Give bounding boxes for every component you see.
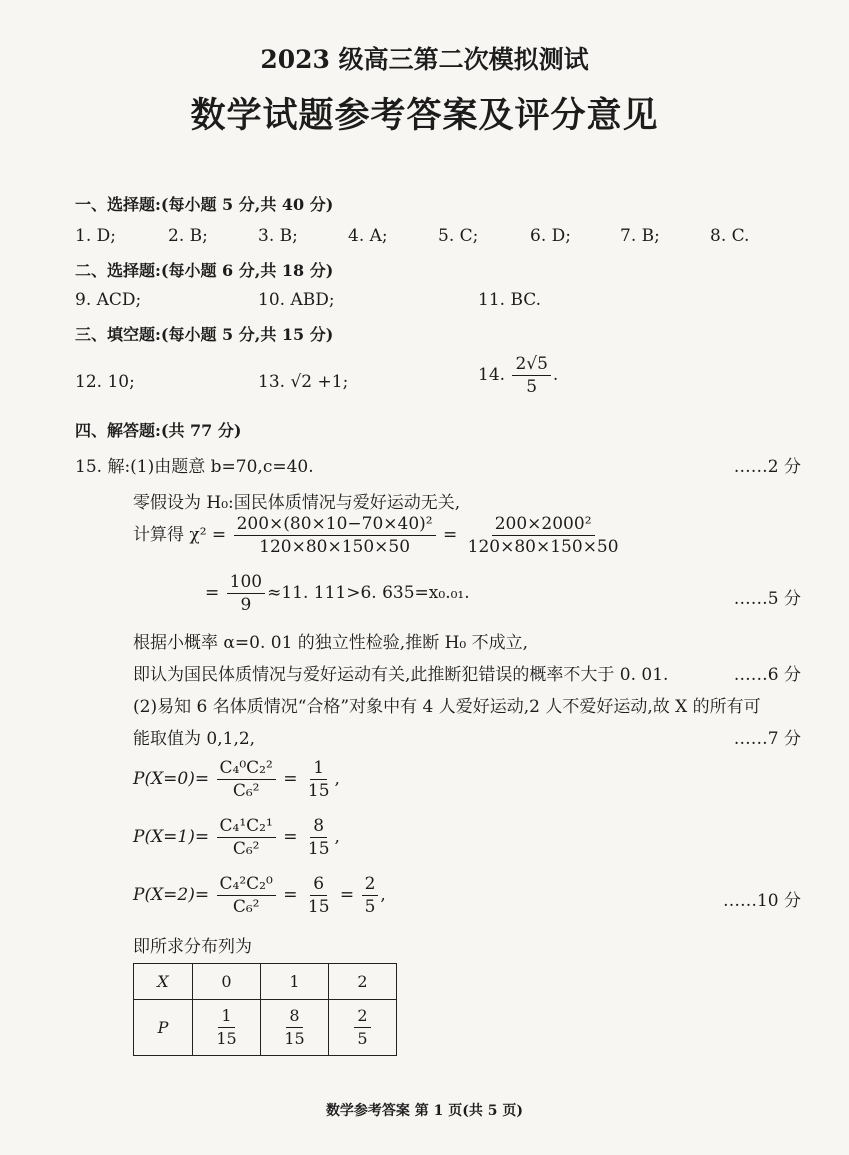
- table-row-p: [134, 1000, 397, 1056]
- fraction-denominator: 15: [307, 781, 330, 801]
- probability-x1: [133, 816, 340, 859]
- fraction-denominator: 5: [364, 897, 376, 917]
- fraction-numerator: 1: [310, 758, 327, 780]
- fraction-numerator: 8: [310, 816, 327, 838]
- answer-5: 5. C;: [438, 226, 479, 246]
- answer-13-value: √2 +1;: [290, 372, 349, 392]
- equals-sign: =: [205, 583, 220, 603]
- p0-combination-fraction: [217, 758, 276, 801]
- exam-title: 2023 级高三第二次模拟测试: [260, 45, 589, 74]
- section1-heading: 一、选择题:(每小题 5 分,共 40 分): [75, 195, 334, 214]
- answer-4: 4. A;: [348, 226, 388, 246]
- q15-conclusion-1: 根据小概率 α=0. 01 的独立性检验,推断 H₀ 不成立,: [133, 633, 529, 653]
- section3-heading: 三、填空题:(每小题 5 分,共 15 分): [75, 325, 334, 344]
- p-fraction: [213, 1006, 239, 1049]
- score-6: ……6 分: [733, 665, 801, 685]
- fraction-denominator: 15: [307, 839, 330, 859]
- fraction-numerator: 200×2000²: [492, 514, 595, 536]
- p1-label: P(X=1)=: [133, 827, 210, 847]
- answer-3: 3. B;: [258, 226, 298, 246]
- chi-square-fraction-1: [234, 514, 436, 557]
- answer-14-tail: .: [552, 365, 559, 385]
- answer-14-denominator: 5: [526, 377, 538, 397]
- fraction-denominator: 15: [216, 1029, 237, 1048]
- p2-tail: ,: [380, 885, 386, 905]
- distribution-table: [133, 963, 397, 1056]
- p-fraction: [354, 1006, 370, 1049]
- chi-square-result-fraction: [227, 572, 265, 615]
- p2-combination-fraction: [217, 874, 276, 917]
- table-cell: 1: [261, 964, 329, 1000]
- fraction-numerator: 8: [286, 1006, 302, 1028]
- fraction-numerator: C₄²C₂⁰: [217, 874, 276, 896]
- fraction-numerator: 6: [310, 874, 327, 896]
- score-2: ……2 分: [733, 457, 801, 477]
- fraction-denominator: C₆²: [232, 897, 260, 917]
- section2-heading: 二、选择题:(每小题 6 分,共 18 分): [75, 261, 334, 280]
- score-7: ……7 分: [733, 729, 801, 749]
- fraction-denominator: 120×80×150×50: [259, 537, 411, 557]
- fraction-numerator: C₄⁰C₂²: [217, 758, 276, 780]
- page-footer: 数学参考答案 第 1 页(共 5 页): [325, 1103, 524, 1119]
- answer-14-fraction: [512, 354, 550, 397]
- fraction-denominator: 15: [284, 1029, 305, 1048]
- p2-result-fraction-2: [362, 874, 379, 917]
- p0-tail: ,: [334, 769, 340, 789]
- distribution-intro: 即所求分布列为: [133, 937, 252, 957]
- equals-sign: =: [339, 885, 355, 905]
- answer-11: 11. BC.: [478, 290, 542, 310]
- p0-result-fraction: [305, 758, 333, 801]
- answer-13: [258, 372, 348, 392]
- p0-label: P(X=0)=: [133, 769, 210, 789]
- answer-1: 1. D;: [75, 226, 116, 246]
- fraction-denominator: 5: [357, 1029, 368, 1048]
- answer-9: 9. ACD;: [75, 290, 142, 310]
- answer-14: [478, 354, 558, 397]
- table-header-p: P: [134, 1000, 193, 1056]
- table-cell: [329, 1000, 397, 1056]
- p1-tail: ,: [334, 827, 340, 847]
- document-title: 数学试题参考答案及评分意见: [190, 95, 659, 136]
- fraction-denominator: C₆²: [232, 839, 260, 859]
- equals-sign: =: [283, 827, 298, 847]
- answer-10: 10. ABD;: [258, 290, 335, 310]
- equals-sign: =: [283, 885, 298, 905]
- equals-sign: =: [443, 525, 458, 545]
- fraction-denominator: 120×80×150×50: [467, 537, 619, 557]
- score-10: ……10 分: [722, 891, 801, 911]
- q15-conclusion-2: 即认为国民体质情况与爱好运动有关,此推断犯错误的概率不大于 0. 01.: [133, 665, 669, 685]
- p1-combination-fraction: [217, 816, 276, 859]
- probability-x0: [133, 758, 340, 801]
- fraction-numerator: 200×(80×10−70×40)²: [234, 514, 436, 536]
- fraction-denominator: C₆²: [232, 781, 260, 801]
- answer-12: 12. 10;: [75, 372, 135, 392]
- table-row-x: [134, 964, 397, 1000]
- fraction-numerator: 2: [354, 1006, 370, 1028]
- section4-heading: 四、解答题:(共 77 分): [75, 421, 242, 440]
- answer-13-label: 13.: [258, 372, 286, 392]
- q15-line1: 15. 解:(1)由题意 b=70,c=40.: [75, 457, 314, 477]
- fraction-denominator: 15: [307, 897, 330, 917]
- p1-result-fraction: [305, 816, 333, 859]
- chi-square-comparison: ≈11. 111>6. 635=x₀.₀₁.: [267, 583, 470, 603]
- score-5: ……5 分: [733, 589, 801, 609]
- fraction-numerator: 2: [362, 874, 379, 896]
- chi-square-label: 计算得 χ² =: [133, 525, 227, 545]
- answer-2: 2. B;: [168, 226, 208, 246]
- chi-square-calculation: [133, 514, 624, 557]
- table-cell: 0: [193, 964, 261, 1000]
- p2-result-fraction-1: [305, 874, 333, 917]
- chi-square-fraction-2: [465, 514, 622, 557]
- answer-6: 6. D;: [530, 226, 571, 246]
- fraction-numerator: 100: [227, 572, 265, 594]
- answer-7: 7. B;: [620, 226, 660, 246]
- chi-square-result: [205, 572, 470, 615]
- p-fraction: [281, 1006, 307, 1049]
- answer-8: 8. C.: [710, 226, 750, 246]
- q15-part2-line2: 能取值为 0,1,2,: [133, 729, 256, 749]
- table-cell: [193, 1000, 261, 1056]
- table-cell: 2: [329, 964, 397, 1000]
- q15-part2-line1: (2)易知 6 名体质情况“合格”对象中有 4 人爱好运动,2 人不爱好运动,故 X 的所有可: [133, 697, 761, 717]
- answer-14-numerator: 2√5: [512, 354, 550, 376]
- answer-14-label: 14.: [478, 365, 506, 385]
- equals-sign: =: [283, 769, 298, 789]
- table-header-x: X: [134, 964, 193, 1000]
- fraction-denominator: 9: [240, 595, 252, 615]
- table-cell: [261, 1000, 329, 1056]
- p2-label: P(X=2)=: [133, 885, 210, 905]
- fraction-numerator: C₄¹C₂¹: [217, 816, 276, 838]
- probability-x2: [133, 874, 386, 917]
- fraction-numerator: 1: [218, 1006, 234, 1028]
- q15-null-hypothesis: 零假设为 H₀:国民体质情况与爱好运动无关,: [133, 493, 461, 513]
